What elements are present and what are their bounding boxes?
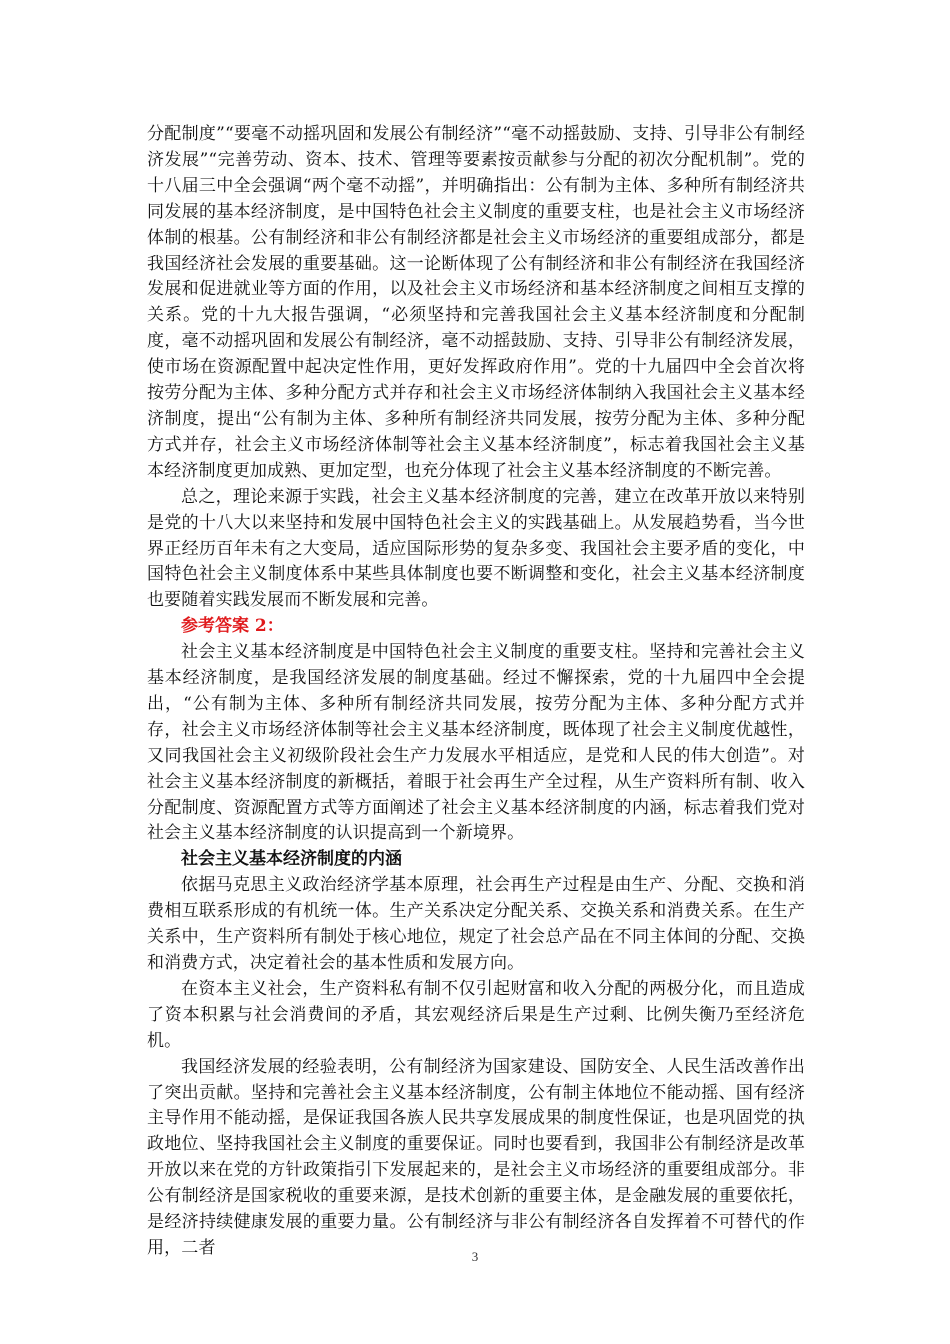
paragraph-summary: 总之，理论来源于实践，社会主义基本经济制度的完善，建立在改革开放以来特别是党的十八大以来坚持和发展中国特色社会主义的实践基础上。从发展趋势看，当今世界正经历百年未有之大变局，适应国际形势的复杂多变、我国社会主要矛盾的变化，中国特色社会主义制度体系中某些具体制度也要不断调整和变化，社会主义基本经济制度也要随着实践发展而不断发展和完善。 [147, 486, 805, 611]
reference-answer-heading: 参考答案 2： [181, 616, 284, 637]
section-heading: 社会主义基本经济制度的内涵 [181, 849, 402, 870]
page-number: 3 [471, 1249, 479, 1264]
document-body [147, 122, 805, 1262]
paragraph-theory: 依据马克思主义政治经济学基本原理，社会再生产过程是由生产、分配、交换和消费相互联系形成的有机统一体。生产关系决定分配关系、交换关系和消费关系。在生产关系中，生产资料所有制处于核心地位，规定了社会总产品在不同主体间的分配、交换和消费方式，决定着社会的基本性质和发展方向。 [147, 875, 805, 973]
paragraph-continued: 分配制度”“要毫不动摇巩固和发展公有制经济”“毫不动摇鼓励、支持、引导非公有制经济发展”“完善劳动、资本、技术、管理等要素按贡献参与分配的初次分配机制”。党的十八届三中全会强调“两个毫不动摇”，并明确指出：公有制为主体、多种所有制经济共同发展的基本经济制度，是中国特色社会主义制度的重要支柱，也是社会主义市场经济体制的根基。公有制经济和非公有制经济都是社会主义市场经济的重要组成部分，都是我国经济社会发展的重要基础。这一论断体现了公有制经济和非公有制经济在我国经济发展和促进就业等方面的作用，以及社会主义市场经济和基本经济制度之间相互支撑的关系。党的十九大报告强调，“必须坚持和完善我国社会主义基本经济制度和分配制度，毫不动摇巩固和发展公有制经济，毫不动摇鼓励、支持、引导非公有制经济发展，使市场在资源配置中起决定性作用，更好发挥政府作用”。党的十九届四中全会首次将按劳分配为主体、多种分配方式并存和社会主义市场经济体制纳入我国社会主义基本经济制度，提出“公有制为主体、多种所有制经济共同发展，按劳分配为主体、多种分配方式并存，社会主义市场经济体制等社会主义基本经济制度”，标志着我国社会主义基本经济制度更加成熟、更加定型，也充分体现了社会主义基本经济制度的不断完善。 [147, 124, 805, 481]
paragraph-experience: 我国经济发展的经验表明，公有制经济为国家建设、国防安全、人民生活改善作出了突出贡献。坚持和完善社会主义基本经济制度，公有制主体地位不能动摇、国有经济主导作用不能动摇，是保证我国各族人民共享发展成果的制度性保证，也是巩固党的执政地位、坚持我国社会主义制度的重要保证。同时也要看到，我国非公有制经济是改革开放以来在党的方针政策指引下发展起来的，是社会主义市场经济的重要组成部分。非公有制经济是国家税收的重要来源，是技术创新的重要主体，是金融发展的重要依托，是经济持续健康发展的重要力量。公有制经济与非公有制经济各自发挥着不可替代的作用，二者 [147, 1056, 805, 1258]
paragraph-answer-intro: 社会主义基本经济制度是中国特色社会主义制度的重要支柱。坚持和完善社会主义基本经济制度，是我国经济发展的制度基础。经过不懈探索，党的十九届四中全会提出，“公有制为主体、多种所有制经济共同发展，按劳分配为主体、多种分配方式并存，社会主义市场经济体制等社会主义基本经济制度，既体现了社会主义制度优越性，又同我国社会主义初级阶段社会生产力发展水平相适应，是党和人民的伟大创造”。对社会主义基本经济制度的新概括，着眼于社会再生产全过程，从生产资料所有制、收入分配制度、资源配置方式等方面阐述了社会主义基本经济制度的内涵，标志着我们党对社会主义基本经济制度的认识提高到一个新境界。 [147, 642, 805, 844]
paragraph-capitalism: 在资本主义社会，生产资料私有制不仅引起财富和收入分配的两极分化，而且造成了资本积累与社会消费间的矛盾，其宏观经济后果是生产过剩、比例失衡乃至经济危机。 [147, 978, 805, 1051]
